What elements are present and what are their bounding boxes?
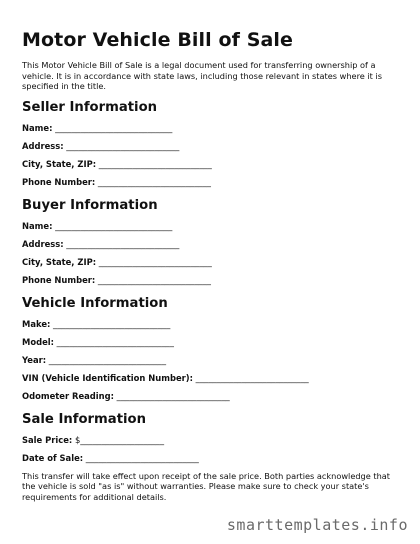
field-label: Address: xyxy=(22,238,64,249)
blank-line: ___________________________ xyxy=(192,372,309,383)
field-label: Address: xyxy=(22,140,64,151)
closing-paragraph: This transfer will take effect upon receipt of the sale price. Both parties acknowledge that the vehicle is sold "as is" without warranties. Please make sure to check your state's requirements for additional details. xyxy=(22,470,391,502)
blank-line: ___________________________ xyxy=(96,256,212,267)
blank-line: ___________________________ xyxy=(95,274,211,285)
field-label: Name: xyxy=(22,122,53,133)
blank-line: ____________________________ xyxy=(53,336,174,347)
field-label: VIN (Vehicle Identification Number): xyxy=(22,372,193,383)
blank-line: ___________________________ xyxy=(113,390,230,401)
blank-line: ____________________________ xyxy=(52,122,173,133)
field-label: City, State, ZIP: xyxy=(22,158,97,169)
field-label: Sale Price: xyxy=(22,434,73,445)
vehicle-year-field[interactable] xyxy=(22,355,400,366)
vehicle-odometer-field[interactable] xyxy=(22,391,400,402)
field-label: City, State, ZIP: xyxy=(22,256,97,267)
sale-price-field[interactable] xyxy=(22,435,400,446)
vehicle-model-field[interactable] xyxy=(22,337,400,348)
vehicle-make-field[interactable] xyxy=(22,319,400,330)
vehicle-section-heading: Vehicle Information xyxy=(22,295,168,311)
buyer-name-field[interactable] xyxy=(22,221,400,232)
buyer-city-state-zip-field[interactable] xyxy=(22,257,400,268)
blank-line: ____________________________ xyxy=(46,354,167,365)
seller-address-field[interactable] xyxy=(22,141,400,152)
blank-line: $____________________ xyxy=(72,434,165,445)
sale-date-field[interactable] xyxy=(22,453,400,464)
blank-line: ___________________________ xyxy=(95,176,211,187)
seller-city-state-zip-field[interactable] xyxy=(22,159,400,170)
watermark-text: smarttemplates.info xyxy=(226,516,408,534)
field-label: Make: xyxy=(22,318,51,329)
field-label: Phone Number: xyxy=(22,176,96,187)
seller-phone-field[interactable] xyxy=(22,177,400,188)
buyer-address-field[interactable] xyxy=(22,239,400,250)
field-label: Model: xyxy=(22,336,54,347)
field-label: Year: xyxy=(22,354,47,365)
field-label: Date of Sale: xyxy=(22,452,84,463)
field-label: Odometer Reading: xyxy=(22,390,114,401)
blank-line: ___________________________ xyxy=(83,452,199,463)
field-label: Name: xyxy=(22,220,53,231)
field-label: Phone Number: xyxy=(22,274,96,285)
vehicle-vin-field[interactable] xyxy=(22,373,400,384)
intro-paragraph: This Motor Vehicle Bill of Sale is a legal document used for transferring ownership of a vehicle. It is in accordance with state laws, including those relevant in states where it is specified in the title. xyxy=(22,60,383,91)
blank-line: ____________________________ xyxy=(50,318,171,329)
blank-line: ___________________________ xyxy=(63,140,180,151)
bill-of-sale-document xyxy=(22,28,400,502)
blank-line: ___________________________ xyxy=(96,158,212,169)
sale-section-heading: Sale Information xyxy=(22,411,146,427)
seller-section-heading: Seller Information xyxy=(22,99,158,115)
buyer-section-heading: Buyer Information xyxy=(22,197,158,213)
seller-name-field[interactable] xyxy=(22,123,400,134)
buyer-phone-field[interactable] xyxy=(22,275,400,286)
blank-line: ____________________________ xyxy=(52,220,173,231)
blank-line: ___________________________ xyxy=(63,238,180,249)
document-title: Motor Vehicle Bill of Sale xyxy=(22,29,294,51)
